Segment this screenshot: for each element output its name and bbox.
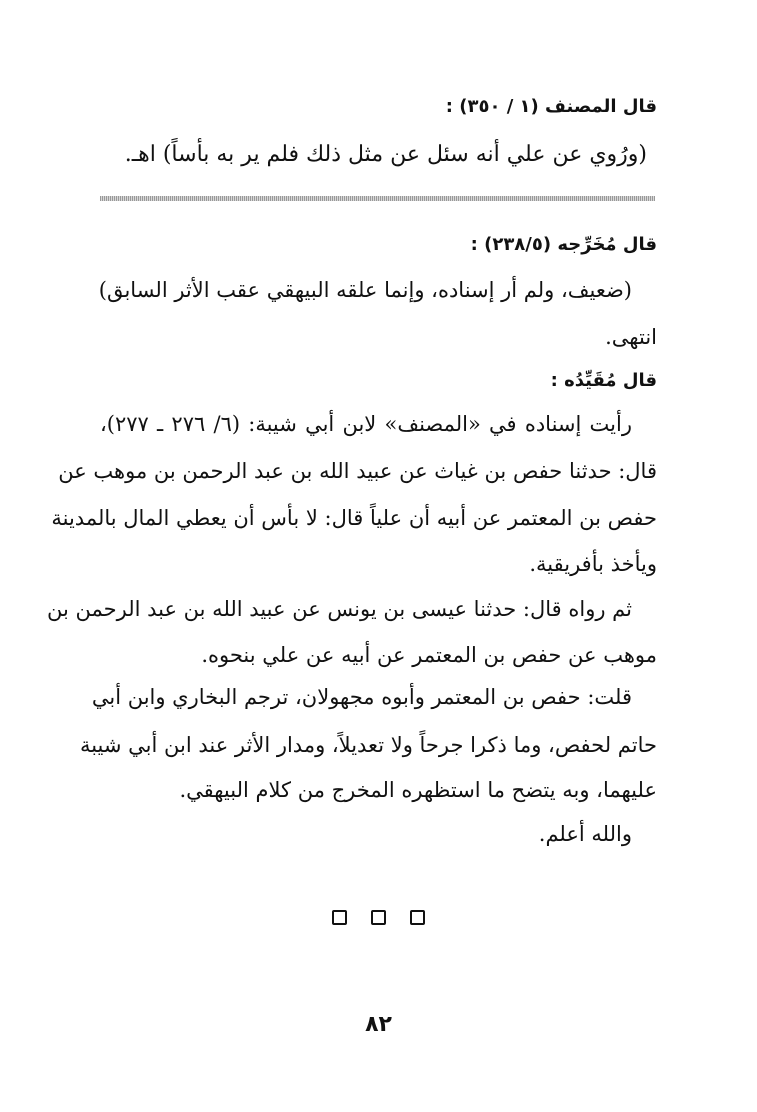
page-number: ٨٢ xyxy=(365,1012,392,1037)
section-heading-mukharrij: قال مُخَرِّجه (٢٣٨/٥) : xyxy=(470,234,657,255)
paragraph-line: ثم رواه قال: حدثنا عيسى بن يونس عن عبيد الله بن عبد الرحمن بن xyxy=(47,597,632,621)
paragraph-line: موهب عن حفص بن المعتمر عن أبيه عن علي بنحوه. xyxy=(201,643,657,667)
section-heading-muqayyid: قال مُقَيِّدُه : xyxy=(550,370,657,391)
paragraph-line: عليهما، وبه يتضح ما استظهره المخرج من كلام البيهقي. xyxy=(179,778,657,802)
square-ornament-icon xyxy=(332,910,347,925)
section-heading-musannif: قال المصنف (١ / ٣٥٠) : xyxy=(445,96,657,117)
section-divider xyxy=(100,196,655,201)
square-ornament-icon xyxy=(410,910,425,925)
square-ornament-icon xyxy=(371,910,386,925)
paragraph-line: حاتم لحفص، وما ذكرا جرحاً ولا تعديلاً، ومدار الأثر عند ابن أبي شيبة xyxy=(79,733,657,757)
quote-paragraph: (ورُوي عن علي أنه سئل عن مثل ذلك فلم ير به بأساً) اهـ. xyxy=(124,142,647,167)
paragraph-line: حفص بن المعتمر عن أبيه أن علياً قال: لا بأس أن يعطي المال بالمدينة xyxy=(51,506,657,530)
closing-line: والله أعلم. xyxy=(538,822,632,846)
section-end-ornament xyxy=(0,910,757,925)
paragraph-line: رأيت إسناده في «المصنف» لابن أبي شيبة: (٦/ ٢٧٦ ـ ٢٧٧)، xyxy=(100,412,632,436)
paragraph-line: (ضعيف، ولم أر إسناده، وإنما علقه البيهقي عقب الأثر السابق) xyxy=(98,278,632,302)
paragraph-line: قلت: حفص بن المعتمر وأبوه مجهولان، ترجم البخاري وابن أبي xyxy=(91,685,632,709)
paragraph-line: ويأخذ بأفريقية. xyxy=(529,552,657,576)
paragraph-line: قال: حدثنا حفص بن غياث عن عبيد الله بن عبد الرحمن بن موهب عن xyxy=(58,459,657,483)
paragraph-line: انتهى. xyxy=(605,325,657,349)
